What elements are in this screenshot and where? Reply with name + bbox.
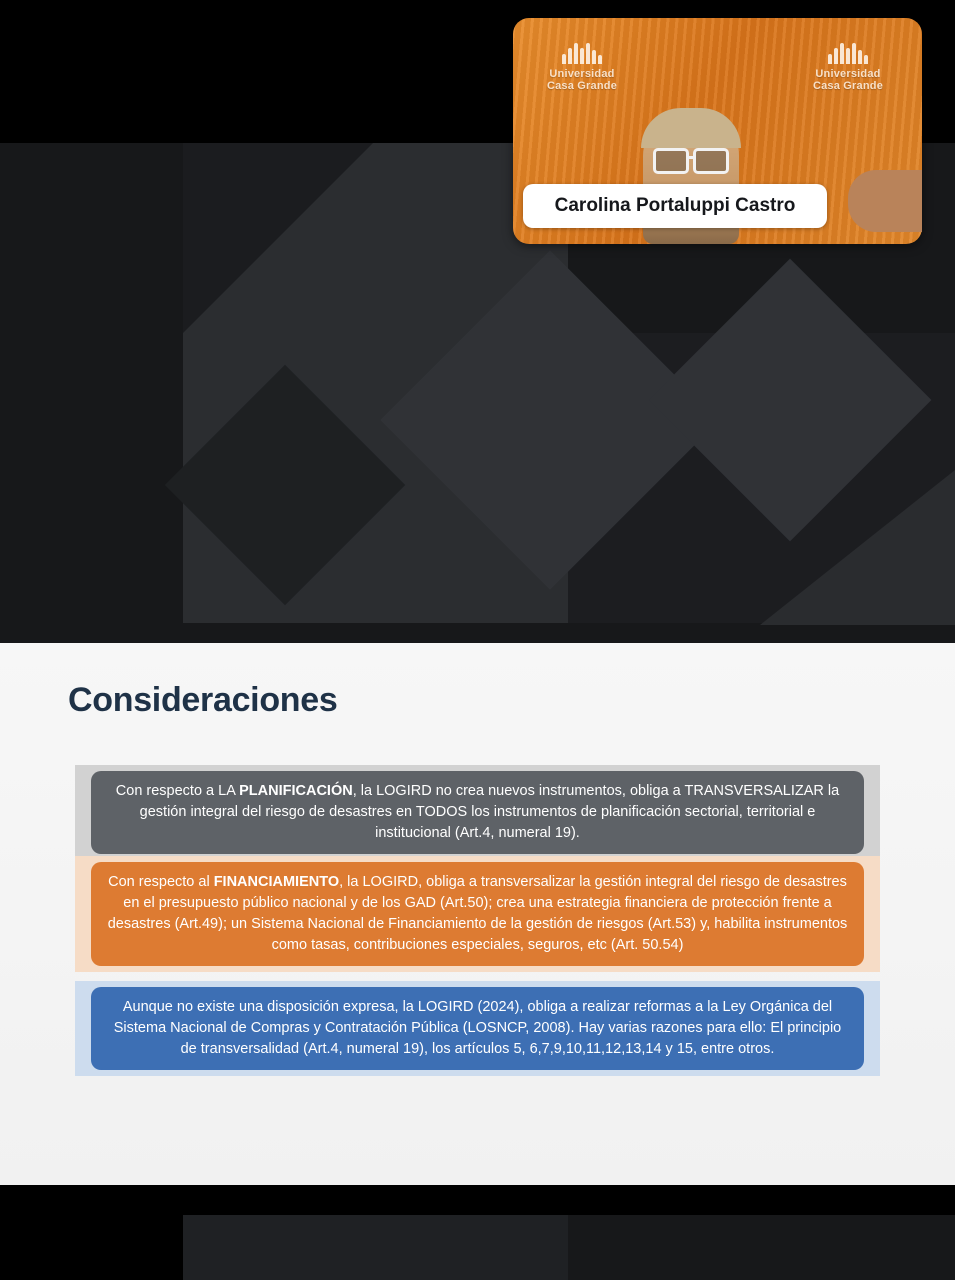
presenter-hand	[848, 170, 922, 232]
page-title: Consideraciones	[68, 681, 338, 719]
university-bars-icon	[800, 42, 896, 64]
university-logo-left-line1: Universidad	[549, 68, 615, 80]
university-logo-left-line2: Casa Grande	[546, 80, 618, 92]
bottom-strip	[0, 1185, 955, 1280]
band-1-rest: , la LOGIRD no crea nuevos instrumentos, obliga a TRANSVERSALIZAR la gestión integral del riesgo de desastres en TODOS los instrumentos de planificación sectorial, territorial e institucional (Art.4, numeral 19).	[139, 783, 840, 841]
consideration-band-contratacion	[75, 981, 880, 1076]
university-bars-icon	[534, 42, 630, 64]
university-logo-left	[534, 42, 630, 92]
university-logo-right-line1: Universidad	[815, 68, 881, 80]
presenter-name-badge: Carolina Portaluppi Castro	[523, 184, 827, 228]
consideration-text-contratacion	[91, 987, 864, 1070]
backdrop-triangle-1	[183, 143, 373, 333]
consideration-text-planificacion	[91, 771, 864, 854]
band-2-rest: , la LOGIRD, obliga a transversalizar la gestión integral del riesgo de desastres en el presupuesto público nacional y de los GAD (Art.50); crea una estrategia financiera de protección frente a desastres (Art.49); un Sistema Nacional de Financiamiento de la gestión de riesgos (Art.53) y, habilita instrumentos como tasas, contribuciones especiales, seguros, etc (Art. 50.54)	[107, 874, 848, 953]
glasses-icon	[653, 148, 729, 170]
bottom-thumbnail-b	[568, 1215, 955, 1280]
band-1-lead: Con respecto a LA	[115, 783, 240, 799]
backdrop-triangle-2	[760, 470, 955, 625]
band-3-rest: Aunque no existe una disposición expresa, la LOGIRD (2024), obliga a realizar reformas a la Ley Orgánica del Sistema Nacional de Compras y Contratación Pública (LOSNCP, 2008). Hay varias razones para ello: El principio de transversalidad (Art.4, numeral 19), los artículos 5, 6,7,9,10,11,12,13,14 y 15, entre otros.	[113, 999, 842, 1057]
consideration-band-planificacion	[75, 765, 880, 860]
band-1-keyword: PLANIFICACIÓN	[239, 783, 353, 799]
band-2-keyword: FINANCIAMIENTO	[213, 874, 340, 890]
slide-content	[0, 643, 955, 1185]
university-logo-right-line2: Casa Grande	[812, 80, 884, 92]
university-logo-right	[800, 42, 896, 92]
band-2-lead: Con respecto al	[108, 874, 214, 890]
consideration-band-financiamiento	[75, 856, 880, 972]
consideration-text-financiamiento	[91, 862, 864, 966]
